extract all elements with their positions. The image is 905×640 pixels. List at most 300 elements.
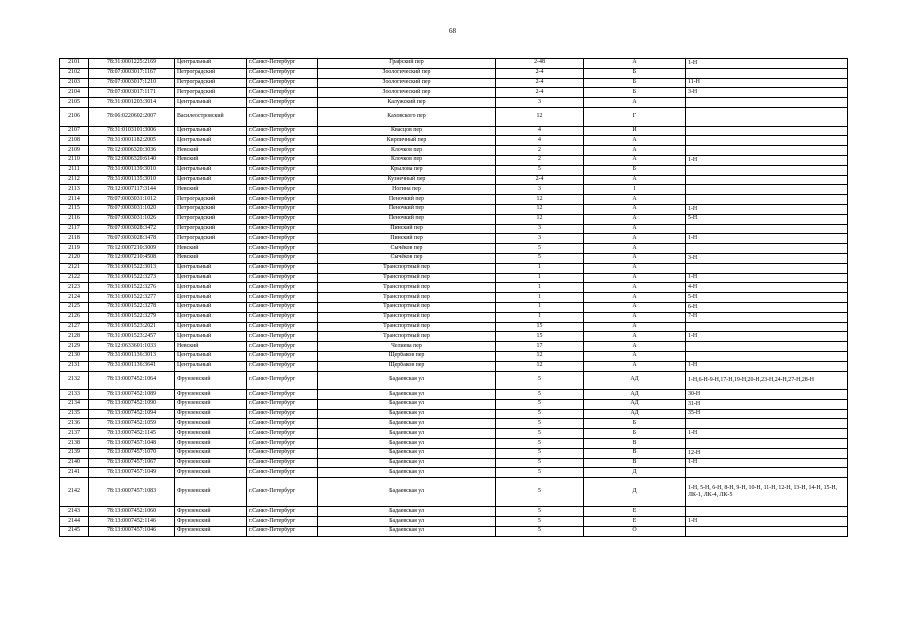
premises-list-cell: 3-Н xyxy=(686,253,848,263)
row-number-cell: 2131 xyxy=(60,361,89,371)
district-cell: Центральный xyxy=(175,98,247,108)
house-number-cell: 5 xyxy=(496,439,584,449)
city-cell: г.Санкт-Петербург xyxy=(247,439,318,449)
premises-list-cell: 35-Н xyxy=(686,409,848,419)
cadastral-number-cell: 78:31:0001522:3276 xyxy=(89,283,175,293)
house-number-cell: 5 xyxy=(496,468,584,478)
street-cell: Каховского пер xyxy=(318,107,496,126)
district-cell: Центральный xyxy=(175,312,247,322)
city-cell: г.Санкт-Петербург xyxy=(247,390,318,400)
building-letter-cell: Д xyxy=(584,478,686,507)
premises-list-cell: 12-Н xyxy=(686,448,848,458)
premises-list-cell xyxy=(686,126,848,136)
district-cell: Фрунзенский xyxy=(175,448,247,458)
building-letter-cell: И xyxy=(584,126,686,136)
premises-list-cell: 1-Н xyxy=(686,517,848,527)
city-cell: г.Санкт-Петербург xyxy=(247,332,318,342)
city-cell: г.Санкт-Петербург xyxy=(247,419,318,429)
table-row xyxy=(60,126,848,136)
city-cell: г.Санкт-Петербург xyxy=(247,204,318,214)
street-cell: Транспортный пер xyxy=(318,332,496,342)
row-number-cell: 2104 xyxy=(60,88,89,98)
city-cell: г.Санкт-Петербург xyxy=(247,195,318,205)
district-cell: Петроградский xyxy=(175,234,247,244)
street-cell: Сычёков пер xyxy=(318,253,496,263)
premises-list-cell xyxy=(686,507,848,517)
street-cell: Бадаевская ул xyxy=(318,478,496,507)
building-letter-cell: А xyxy=(584,224,686,234)
street-cell: Щербаков пер xyxy=(318,351,496,361)
city-cell: г.Санкт-Петербург xyxy=(247,175,318,185)
district-cell: Фрунзенский xyxy=(175,371,247,390)
building-letter-cell: А xyxy=(584,244,686,254)
table-row xyxy=(60,88,848,98)
row-number-cell: 2133 xyxy=(60,390,89,400)
city-cell: г.Санкт-Петербург xyxy=(247,234,318,244)
cadastral-number-cell: 78:13:0007452:1090 xyxy=(89,399,175,409)
district-cell: Петроградский xyxy=(175,214,247,224)
premises-list-cell: 11-Н xyxy=(686,78,848,88)
city-cell: г.Санкт-Петербург xyxy=(247,302,318,312)
building-letter-cell: АД xyxy=(584,409,686,419)
house-number-cell: 5 xyxy=(496,429,584,439)
street-cell: Бадаевская ул xyxy=(318,419,496,429)
house-number-cell: 2-48 xyxy=(496,59,584,69)
cadastral-number-cell: 78:31:0103101:3006 xyxy=(89,126,175,136)
street-cell: Клочков пер xyxy=(318,146,496,156)
building-letter-cell: Б xyxy=(584,165,686,175)
house-number-cell: 2-4 xyxy=(496,78,584,88)
district-cell: Невский xyxy=(175,342,247,352)
building-letter-cell: В xyxy=(584,458,686,468)
city-cell: г.Санкт-Петербург xyxy=(247,214,318,224)
city-cell: г.Санкт-Петербург xyxy=(247,312,318,322)
building-letter-cell: Е xyxy=(584,517,686,527)
register-body xyxy=(60,59,848,537)
premises-list-cell xyxy=(686,195,848,205)
house-number-cell: 5 xyxy=(496,244,584,254)
house-number-cell: 1 xyxy=(496,302,584,312)
street-cell: Транспортный пер xyxy=(318,283,496,293)
city-cell: г.Санкт-Петербург xyxy=(247,409,318,419)
premises-list-cell xyxy=(686,244,848,254)
street-cell: Пинский пер xyxy=(318,234,496,244)
building-letter-cell: Б xyxy=(584,88,686,98)
house-number-cell: 2-4 xyxy=(496,88,584,98)
house-number-cell: 1 xyxy=(496,263,584,273)
premises-list-cell: 1-Н,6-Н-9-Н,17-Н,19-Н,20-Н,23-Н,24-Н,27-Н,28-Н xyxy=(686,371,848,390)
building-letter-cell: В xyxy=(584,439,686,449)
district-cell: Центральный xyxy=(175,263,247,273)
city-cell: г.Санкт-Петербург xyxy=(247,361,318,371)
district-cell: Петроградский xyxy=(175,204,247,214)
building-letter-cell: А xyxy=(584,273,686,283)
city-cell: г.Санкт-Петербург xyxy=(247,517,318,527)
row-number-cell: 2126 xyxy=(60,312,89,322)
building-letter-cell: В xyxy=(584,448,686,458)
page-number: 68 xyxy=(449,27,456,35)
street-cell: Бадаевская ул xyxy=(318,371,496,390)
building-letter-cell: А xyxy=(584,136,686,146)
cadastral-number-cell: 78:13:0007457:1070 xyxy=(89,448,175,458)
cadastral-number-cell: 78:07:0003031:1020 xyxy=(89,204,175,214)
premises-list-cell xyxy=(686,351,848,361)
building-letter-cell: А xyxy=(584,312,686,322)
house-number-cell: 12 xyxy=(496,214,584,224)
house-number-cell: 5 xyxy=(496,371,584,390)
house-number-cell: 12 xyxy=(496,195,584,205)
premises-list-cell: 31-Н xyxy=(686,399,848,409)
house-number-cell: 12 xyxy=(496,107,584,126)
building-letter-cell: А xyxy=(584,98,686,108)
district-cell: Фрунзенский xyxy=(175,419,247,429)
city-cell: г.Санкт-Петербург xyxy=(247,253,318,263)
city-cell: г.Санкт-Петербург xyxy=(247,322,318,332)
city-cell: г.Санкт-Петербург xyxy=(247,526,318,536)
cadastral-number-cell: 78:12:0006320:3036 xyxy=(89,146,175,156)
district-cell: Василеостровский xyxy=(175,107,247,126)
city-cell: г.Санкт-Петербург xyxy=(247,342,318,352)
street-cell: Пеночкий пер xyxy=(318,204,496,214)
table-row xyxy=(60,234,848,244)
premises-list-cell: 7-Н xyxy=(686,312,848,322)
cadastral-number-cell: 78:31:0001522:3278 xyxy=(89,302,175,312)
row-number-cell: 2105 xyxy=(60,98,89,108)
building-letter-cell: А xyxy=(584,204,686,214)
building-letter-cell: А xyxy=(584,146,686,156)
cadastral-number-cell: 78:13:0007457:1083 xyxy=(89,478,175,507)
table-row xyxy=(60,302,848,312)
street-cell: Транспортный пер xyxy=(318,273,496,283)
row-number-cell: 2128 xyxy=(60,332,89,342)
house-number-cell: 5 xyxy=(496,478,584,507)
cadastral-number-cell: 78:12:0006320:6140 xyxy=(89,155,175,165)
cadastral-number-cell: 78:31:0001182:2005 xyxy=(89,136,175,146)
house-number-cell: 12 xyxy=(496,351,584,361)
street-cell: Бадаевская ул xyxy=(318,409,496,419)
street-cell: Бадаевская ул xyxy=(318,507,496,517)
house-number-cell: 5 xyxy=(496,507,584,517)
city-cell: г.Санкт-Петербург xyxy=(247,88,318,98)
table-row xyxy=(60,478,848,507)
table-row xyxy=(60,98,848,108)
district-cell: Фрунзенский xyxy=(175,517,247,527)
street-cell: Бадаевская ул xyxy=(318,458,496,468)
row-number-cell: 2108 xyxy=(60,136,89,146)
city-cell: г.Санкт-Петербург xyxy=(247,107,318,126)
row-number-cell: 2129 xyxy=(60,342,89,352)
cadastral-number-cell: 78:07:0003017:1171 xyxy=(89,88,175,98)
premises-list-cell xyxy=(686,342,848,352)
row-number-cell: 2135 xyxy=(60,409,89,419)
row-number-cell: 2124 xyxy=(60,293,89,303)
table-row xyxy=(60,399,848,409)
house-number-cell: 15 xyxy=(496,332,584,342)
building-letter-cell: Е xyxy=(584,507,686,517)
cadastral-number-cell: 78:31:0001523:2021 xyxy=(89,322,175,332)
city-cell: г.Санкт-Петербург xyxy=(247,59,318,69)
table-row xyxy=(60,146,848,156)
house-number-cell: 5 xyxy=(496,390,584,400)
premises-list-cell xyxy=(686,98,848,108)
house-number-cell: 2-4 xyxy=(496,175,584,185)
cadastral-number-cell: 78:31:0001135:3010 xyxy=(89,175,175,185)
row-number-cell: 2122 xyxy=(60,273,89,283)
row-number-cell: 2132 xyxy=(60,371,89,390)
table-row xyxy=(60,371,848,390)
street-cell: Бадаевская ул xyxy=(318,517,496,527)
premises-list-cell xyxy=(686,68,848,78)
street-cell: Бадаевская ул xyxy=(318,448,496,458)
district-cell: Невский xyxy=(175,146,247,156)
table-row xyxy=(60,526,848,536)
street-cell: Бадаевская ул xyxy=(318,526,496,536)
building-letter-cell: Д xyxy=(584,468,686,478)
row-number-cell: 2127 xyxy=(60,322,89,332)
cadastral-number-cell: 78:07:0003028:3478 xyxy=(89,234,175,244)
district-cell: Невский xyxy=(175,253,247,263)
district-cell: Центральный xyxy=(175,332,247,342)
city-cell: г.Санкт-Петербург xyxy=(247,468,318,478)
premises-list-cell: 1-Н xyxy=(686,59,848,69)
cadastral-number-cell: 78:31:0001136:3013 xyxy=(89,351,175,361)
cadastral-number-cell: 78:07:0003017:1167 xyxy=(89,68,175,78)
house-number-cell: 5 xyxy=(496,409,584,419)
row-number-cell: 2119 xyxy=(60,244,89,254)
table-row xyxy=(60,507,848,517)
table-row xyxy=(60,204,848,214)
cadastral-number-cell: 78:13:0007452:1059 xyxy=(89,419,175,429)
district-cell: Невский xyxy=(175,185,247,195)
street-cell: Кузнечный пер xyxy=(318,175,496,185)
district-cell: Петроградский xyxy=(175,68,247,78)
table-row xyxy=(60,517,848,527)
house-number-cell: 3 xyxy=(496,98,584,108)
city-cell: г.Санкт-Петербург xyxy=(247,399,318,409)
street-cell: Бадаевская ул xyxy=(318,468,496,478)
street-cell: Ногина пер xyxy=(318,185,496,195)
building-letter-cell: А xyxy=(584,361,686,371)
row-number-cell: 2112 xyxy=(60,175,89,185)
table-row xyxy=(60,165,848,175)
building-letter-cell: А xyxy=(584,322,686,332)
city-cell: г.Санкт-Петербург xyxy=(247,283,318,293)
street-cell: Транспортный пер xyxy=(318,322,496,332)
district-cell: Петроградский xyxy=(175,88,247,98)
premises-list-cell xyxy=(686,526,848,536)
street-cell: Кирпичный пер xyxy=(318,136,496,146)
premises-list-cell xyxy=(686,439,848,449)
city-cell: г.Санкт-Петербург xyxy=(247,165,318,175)
property-register-table xyxy=(59,58,848,537)
district-cell: Центральный xyxy=(175,351,247,361)
street-cell: Крылова пер xyxy=(318,165,496,175)
street-cell: Пеночкий пер xyxy=(318,195,496,205)
district-cell: Центральный xyxy=(175,293,247,303)
district-cell: Фрунзенский xyxy=(175,409,247,419)
table-row xyxy=(60,439,848,449)
premises-list-cell: 1-Н xyxy=(686,273,848,283)
building-letter-cell: А xyxy=(584,302,686,312)
street-cell: Транспортный пер xyxy=(318,293,496,303)
street-cell: Сычёков пер xyxy=(318,244,496,254)
cadastral-number-cell: 78:13:0007452:1089 xyxy=(89,390,175,400)
table-row xyxy=(60,175,848,185)
table-row xyxy=(60,312,848,322)
table-row xyxy=(60,155,848,165)
row-number-cell: 2106 xyxy=(60,107,89,126)
street-cell: Бадаевская ул xyxy=(318,399,496,409)
cadastral-number-cell: 78:31:0001522:3277 xyxy=(89,293,175,303)
row-number-cell: 2116 xyxy=(60,214,89,224)
cadastral-number-cell: 78:13:0007457:1048 xyxy=(89,439,175,449)
cadastral-number-cell: 78:13:0007452:1146 xyxy=(89,517,175,527)
building-letter-cell: А xyxy=(584,293,686,303)
premises-list-cell xyxy=(686,146,848,156)
district-cell: Центральный xyxy=(175,273,247,283)
house-number-cell: 2 xyxy=(496,155,584,165)
table-row xyxy=(60,342,848,352)
city-cell: г.Санкт-Петербург xyxy=(247,224,318,234)
building-letter-cell: АД xyxy=(584,390,686,400)
premises-list-cell xyxy=(686,419,848,429)
district-cell: Невский xyxy=(175,244,247,254)
table-row xyxy=(60,78,848,88)
table-row xyxy=(60,351,848,361)
house-number-cell: 5 xyxy=(496,165,584,175)
district-cell: Центральный xyxy=(175,165,247,175)
table-row xyxy=(60,458,848,468)
row-number-cell: 2113 xyxy=(60,185,89,195)
row-number-cell: 2125 xyxy=(60,302,89,312)
district-cell: Фрунзенский xyxy=(175,429,247,439)
house-number-cell: 3 xyxy=(496,234,584,244)
building-letter-cell: Б xyxy=(584,78,686,88)
house-number-cell: 5 xyxy=(496,399,584,409)
district-cell: Центральный xyxy=(175,322,247,332)
city-cell: г.Санкт-Петербург xyxy=(247,136,318,146)
premises-list-cell xyxy=(686,136,848,146)
cadastral-number-cell: 78:13:0007457:1067 xyxy=(89,458,175,468)
cadastral-number-cell: 78:31:0001139:3010 xyxy=(89,165,175,175)
city-cell: г.Санкт-Петербург xyxy=(247,263,318,273)
district-cell: Фрунзенский xyxy=(175,468,247,478)
street-cell: Клочков пер xyxy=(318,155,496,165)
table-row xyxy=(60,273,848,283)
row-number-cell: 2137 xyxy=(60,429,89,439)
cadastral-number-cell: 78:31:0001522:3013 xyxy=(89,263,175,273)
district-cell: Петроградский xyxy=(175,195,247,205)
district-cell: Фрунзенский xyxy=(175,439,247,449)
city-cell: г.Санкт-Петербург xyxy=(247,371,318,390)
cadastral-number-cell: 78:31:0001522:3279 xyxy=(89,312,175,322)
street-cell: Транспортный пер xyxy=(318,263,496,273)
district-cell: Петроградский xyxy=(175,78,247,88)
table-row xyxy=(60,195,848,205)
cadastral-number-cell: 78:06:0220602:2007 xyxy=(89,107,175,126)
premises-list-cell: 1-Н xyxy=(686,332,848,342)
table-row xyxy=(60,409,848,419)
building-letter-cell: А xyxy=(584,214,686,224)
table-row xyxy=(60,322,848,332)
building-letter-cell: А xyxy=(584,283,686,293)
street-cell: Челиева пер xyxy=(318,342,496,352)
house-number-cell: 4 xyxy=(496,126,584,136)
district-cell: Фрунзенский xyxy=(175,507,247,517)
street-cell: Квасцов пер xyxy=(318,126,496,136)
table-row xyxy=(60,214,848,224)
cadastral-number-cell: 78:31:0001136:3641 xyxy=(89,361,175,371)
table-row xyxy=(60,448,848,458)
row-number-cell: 2111 xyxy=(60,165,89,175)
street-cell: Зоологический пер xyxy=(318,68,496,78)
city-cell: г.Санкт-Петербург xyxy=(247,155,318,165)
house-number-cell: 5 xyxy=(496,419,584,429)
row-number-cell: 2110 xyxy=(60,155,89,165)
house-number-cell: 3 xyxy=(496,185,584,195)
district-cell: Фрунзенский xyxy=(175,526,247,536)
premises-list-cell: 4-Н xyxy=(686,283,848,293)
street-cell: Пеночкий пер xyxy=(318,214,496,224)
house-number-cell: 12 xyxy=(496,361,584,371)
premises-list-cell: 5-Н xyxy=(686,293,848,303)
row-number-cell: 2115 xyxy=(60,204,89,214)
street-cell: Транспортный пер xyxy=(318,302,496,312)
premises-list-cell xyxy=(686,165,848,175)
table-row xyxy=(60,244,848,254)
city-cell: г.Санкт-Петербург xyxy=(247,448,318,458)
building-letter-cell: А xyxy=(584,351,686,361)
cadastral-number-cell: 78:07:0003031:1026 xyxy=(89,214,175,224)
table-row xyxy=(60,59,848,69)
house-number-cell: 3 xyxy=(496,224,584,234)
cadastral-number-cell: 78:07:0003031:1012 xyxy=(89,195,175,205)
row-number-cell: 2120 xyxy=(60,253,89,263)
house-number-cell: 5 xyxy=(496,458,584,468)
building-letter-cell: А xyxy=(584,59,686,69)
table-row xyxy=(60,293,848,303)
row-number-cell: 2103 xyxy=(60,78,89,88)
city-cell: г.Санкт-Петербург xyxy=(247,458,318,468)
premises-list-cell xyxy=(686,322,848,332)
table-row xyxy=(60,68,848,78)
cadastral-number-cell: 78:07:0003028:3472 xyxy=(89,224,175,234)
house-number-cell: 12 xyxy=(496,204,584,214)
cadastral-number-cell: 78:12:0007210:3009 xyxy=(89,244,175,254)
district-cell: Центральный xyxy=(175,136,247,146)
city-cell: г.Санкт-Петербург xyxy=(247,98,318,108)
cadastral-number-cell: 78:13:0007452:1094 xyxy=(89,409,175,419)
building-letter-cell: О xyxy=(584,526,686,536)
premises-list-cell: 5-Н xyxy=(686,214,848,224)
street-cell: Графский пер xyxy=(318,59,496,69)
row-number-cell: 2130 xyxy=(60,351,89,361)
street-cell: Зоологический пер xyxy=(318,88,496,98)
cadastral-number-cell: 78:13:0007457:1046 xyxy=(89,526,175,536)
premises-list-cell: 1-Н xyxy=(686,155,848,165)
table-row xyxy=(60,263,848,273)
row-number-cell: 2141 xyxy=(60,468,89,478)
street-cell: Зоологический пер xyxy=(318,78,496,88)
district-cell: Фрунзенский xyxy=(175,478,247,507)
street-cell: Калужский пер xyxy=(318,98,496,108)
city-cell: г.Санкт-Петербург xyxy=(247,429,318,439)
building-letter-cell: Б xyxy=(584,429,686,439)
district-cell: Центральный xyxy=(175,175,247,185)
house-number-cell: 2-4 xyxy=(496,68,584,78)
house-number-cell: 1 xyxy=(496,273,584,283)
district-cell: Невский xyxy=(175,155,247,165)
